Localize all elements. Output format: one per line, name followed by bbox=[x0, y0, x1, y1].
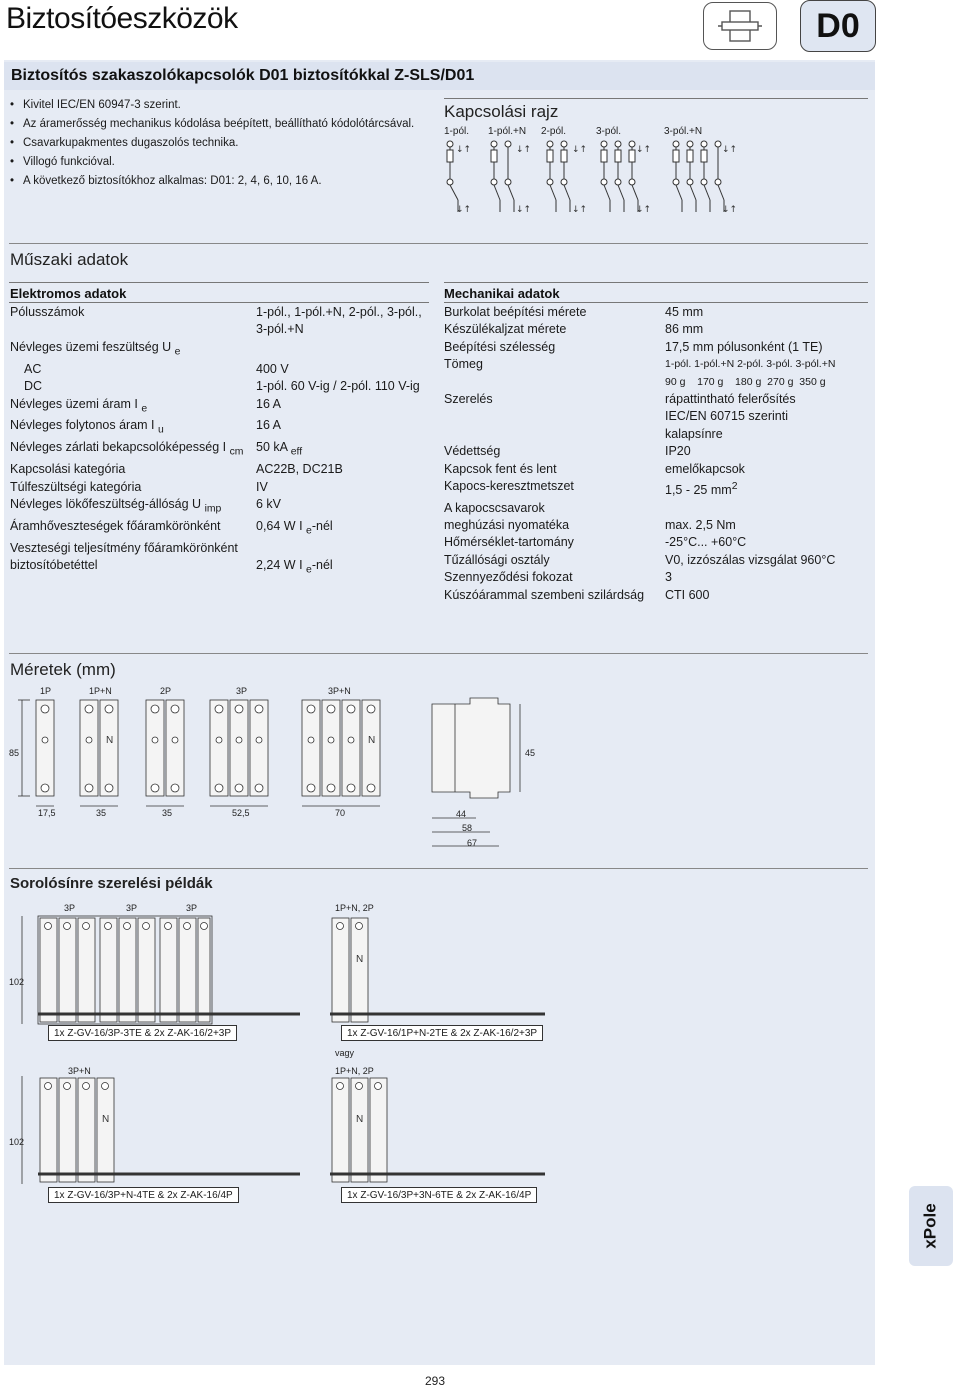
dimension-label: 35 bbox=[162, 808, 173, 818]
module-3pn bbox=[302, 700, 380, 796]
spec-value: emelőkapcsok bbox=[665, 461, 745, 476]
spec-label: A kapocscsavarok bbox=[444, 500, 545, 515]
spec-value: CTI 600 bbox=[665, 587, 710, 602]
example-label: 3P bbox=[186, 903, 198, 913]
svg-text:↓↑: ↓↑ bbox=[456, 205, 472, 215]
superscript: 2 bbox=[731, 481, 738, 493]
dimension-label: 35 bbox=[96, 808, 107, 818]
subscript: e bbox=[141, 403, 148, 415]
module-2p bbox=[146, 700, 184, 796]
spec-label: Névleges üzemi feszültség U bbox=[10, 339, 172, 354]
dimension-label: 70 bbox=[335, 808, 346, 818]
spec-value: 3-pól.+N bbox=[256, 322, 304, 337]
spec-label: Névleges zárlati bekapcsolóképesség I bbox=[10, 440, 227, 455]
dimension-label: 102 bbox=[9, 977, 25, 987]
module-1p bbox=[36, 700, 54, 796]
divider bbox=[444, 302, 868, 303]
pole-label: 3-pól. bbox=[596, 126, 622, 137]
section-title: Sorolósínre szerelési példák bbox=[10, 875, 213, 892]
spec-value: V0, izzószálas vizsgálat 960°C bbox=[665, 552, 836, 567]
spec-label: Beépítési szélesség bbox=[444, 339, 556, 354]
spec-value: 0,64 W I bbox=[256, 518, 303, 533]
spec-value: rápattintható felerősítés bbox=[665, 392, 796, 407]
subscript: imp bbox=[204, 503, 222, 515]
page-title: Biztosítóeszközök bbox=[6, 2, 238, 35]
dimension-label: 3P+N bbox=[328, 686, 351, 696]
spec-label: Tűzállósági osztály bbox=[444, 552, 550, 567]
svg-text:↓↑: ↓↑ bbox=[572, 145, 588, 155]
spec-value: 3 bbox=[665, 570, 672, 585]
spec-value: 2,24 W I bbox=[256, 558, 303, 573]
spec-label: Szennyeződési fokozat bbox=[444, 570, 573, 585]
spec-value: IV bbox=[256, 479, 268, 494]
spec-label: Szerelés bbox=[444, 392, 493, 407]
spec-label: Névleges lökőfeszültség-állóság U bbox=[10, 497, 202, 512]
svg-text:↓↑: ↓↑ bbox=[722, 145, 738, 155]
subscript: e bbox=[306, 525, 312, 537]
pole-label: 1-pól. bbox=[444, 126, 470, 137]
module-3p bbox=[210, 700, 268, 796]
divider bbox=[9, 302, 429, 303]
feature-item: • A következő biztosítókhoz alkalmas: D01: 2, 4, 6, 10, 16 A. bbox=[10, 172, 414, 191]
dimension-label: 45 bbox=[525, 748, 536, 758]
dimension-label: 2P bbox=[160, 686, 172, 696]
spec-label: Tömeg bbox=[444, 357, 483, 372]
svg-text:N: N bbox=[356, 954, 364, 965]
spec-value: 17,5 mm pólusonként (1 TE) bbox=[665, 339, 823, 354]
example-label: 1P+N, 2P bbox=[335, 903, 374, 913]
spec-label: Névleges üzemi áram I bbox=[10, 396, 138, 411]
spec-value: 6 kV bbox=[256, 497, 282, 512]
divider bbox=[444, 282, 868, 283]
svg-text:↓↑: ↓↑ bbox=[636, 145, 652, 155]
spec-value: max. 2,5 Nm bbox=[665, 518, 736, 533]
example-label: 3P bbox=[64, 903, 76, 913]
spec-label: Készülékaljzat mérete bbox=[444, 322, 567, 337]
busbar-example-3 bbox=[40, 1078, 114, 1182]
feature-item: • Az áramerősség mechanikus kódolása beépített, beállítható kódolótárcsával. bbox=[10, 115, 414, 134]
spec-label: biztosítóbetéttel bbox=[10, 558, 98, 573]
spec-label: DC bbox=[24, 379, 43, 394]
dimension-label: 3P bbox=[236, 686, 248, 696]
spec-value: 16 A bbox=[256, 396, 282, 411]
spec-value: 1-pól. 1-pól.+N 2-pól. 3-pól. 3-pól.+N bbox=[665, 358, 836, 371]
spec-label: Védettség bbox=[444, 444, 501, 459]
accessory-code: 1x Z-GV-16/1P+N-2TE & 2x Z-AK-16/2+3P bbox=[341, 1025, 543, 1041]
accessory-code: 1x Z-GV-16/3P+N-4TE & 2x Z-AK-16/4P bbox=[48, 1187, 239, 1203]
dimension-label: 52,5 bbox=[232, 808, 250, 818]
svg-text:N: N bbox=[368, 735, 376, 746]
pole-label: 1-pól.+N bbox=[488, 126, 527, 137]
divider bbox=[9, 653, 868, 654]
spec-value: kalapsínre bbox=[665, 426, 723, 441]
or-label: vagy bbox=[335, 1048, 355, 1058]
diagram-title: Kapcsolási rajz bbox=[444, 102, 559, 121]
spec-value: -25°C... +60°C bbox=[665, 535, 747, 550]
divider bbox=[444, 98, 868, 99]
busbar-example-1 bbox=[38, 916, 212, 1024]
divider bbox=[9, 282, 429, 283]
subscript: cm bbox=[229, 446, 244, 458]
spec-label: Pólusszámok bbox=[10, 305, 85, 319]
spec-value: AC22B, DC21B bbox=[256, 462, 343, 477]
spec-value: 16 A bbox=[256, 418, 282, 433]
spec-label: Kúszóárammal szembeni szilárdság bbox=[444, 587, 645, 602]
example-label: 3P bbox=[126, 903, 138, 913]
svg-text:↓↑: ↓↑ bbox=[456, 145, 472, 155]
spec-label: Veszteségi teljesítmény főáramkörönként bbox=[10, 540, 238, 555]
dimension-label: 1P+N bbox=[89, 686, 112, 696]
accessory-code: 1x Z-GV-16/3P-3TE & 2x Z-AK-16/2+3P bbox=[48, 1025, 237, 1041]
spec-label: AC bbox=[24, 361, 42, 376]
pole-label: 2-pól. bbox=[541, 126, 567, 137]
module-1pn bbox=[80, 700, 118, 796]
dimension-label: 85 bbox=[9, 748, 20, 758]
spec-label: Névleges folytonos áram I bbox=[10, 418, 155, 433]
spec-value: 50 kA bbox=[256, 440, 288, 455]
feature-item: • Csavarkupakmentes dugaszolós technika. bbox=[10, 134, 414, 153]
spec-value: 1-pól., 1-pól.+N, 2-pól., 3-pól., bbox=[256, 305, 422, 319]
busbar-example-2 bbox=[332, 918, 368, 1022]
spec-value: 1-pól. 60 V-ig / 2-pól. 110 V-ig bbox=[256, 379, 420, 394]
brand-label: xPole bbox=[921, 1203, 941, 1249]
dimension-label: 67 bbox=[467, 838, 478, 848]
svg-text:N: N bbox=[106, 735, 114, 746]
spec-label: Hőmérséklet-tartomány bbox=[444, 535, 574, 550]
dimension-label: 102 bbox=[9, 1137, 25, 1147]
spec-label: Áramhőveszteségek főáramkörönként bbox=[10, 518, 221, 533]
feature-item: • Kivitel IEC/EN 60947-3 szerint. bbox=[10, 96, 414, 115]
svg-text:↓↑: ↓↑ bbox=[516, 145, 532, 155]
dimension-drawing bbox=[0, 694, 540, 852]
mechanical-specs bbox=[444, 304, 872, 604]
feature-list bbox=[10, 96, 414, 191]
product-title: Biztosítós szakaszolókapcsolók D01 biztosítókkal Z-SLS/D01 bbox=[11, 67, 475, 84]
svg-text:↓↑: ↓↑ bbox=[722, 205, 738, 215]
spec-value: 400 V bbox=[256, 361, 289, 376]
subscript: eff bbox=[290, 446, 303, 458]
svg-text:N: N bbox=[356, 1114, 364, 1125]
feature-item: • Villogó funkcióval. bbox=[10, 153, 414, 172]
electrical-specs bbox=[10, 304, 440, 579]
section-title: Méretek (mm) bbox=[10, 660, 116, 679]
spec-value: IEC/EN 60715 szerinti bbox=[665, 409, 788, 424]
section-title: Műszaki adatok bbox=[10, 250, 129, 269]
spec-value: 90 g 170 g 180 g 270 g 350 g bbox=[665, 375, 826, 388]
electrical-heading: Elektromos adatok bbox=[10, 286, 127, 301]
spec-label: Kapocs-keresztmetszet bbox=[444, 479, 574, 494]
spec-value: IP20 bbox=[665, 444, 691, 459]
spec-value-suffix: -nél bbox=[311, 518, 333, 533]
mechanical-heading: Mechanikai adatok bbox=[444, 286, 560, 301]
divider bbox=[9, 243, 868, 244]
spec-value: 86 mm bbox=[665, 322, 704, 337]
fuse-icon bbox=[703, 2, 777, 50]
brand-tab-text bbox=[909, 1186, 953, 1266]
svg-text:↓↑: ↓↑ bbox=[636, 205, 652, 215]
section-badge: D0 bbox=[800, 0, 876, 52]
svg-text:N: N bbox=[102, 1114, 110, 1125]
spec-label: Kapcsolási kategória bbox=[10, 462, 126, 477]
spec-label: meghúzási nyomatéka bbox=[444, 518, 570, 533]
page-number: 293 bbox=[425, 1374, 446, 1388]
divider bbox=[9, 868, 868, 869]
spec-label: Kapcsok fent és lent bbox=[444, 461, 557, 476]
dimension-label: 58 bbox=[462, 823, 473, 833]
accessory-code: 1x Z-GV-16/3P+3N-6TE & 2x Z-AK-16/4P bbox=[341, 1187, 537, 1203]
spec-label: Túlfeszültségi kategória bbox=[10, 479, 142, 494]
subscript: e bbox=[174, 346, 181, 358]
example-label: 1P+N, 2P bbox=[335, 1066, 374, 1076]
mounting-drawing bbox=[0, 912, 560, 1192]
svg-text:↓↑: ↓↑ bbox=[516, 205, 532, 215]
busbar-example-4 bbox=[332, 1078, 387, 1182]
spec-label: Burkolat beépítési mérete bbox=[444, 305, 587, 319]
subscript: u bbox=[158, 424, 164, 436]
spec-value-suffix: -nél bbox=[311, 558, 333, 573]
spec-value: 45 mm bbox=[665, 305, 704, 319]
example-label: 3P+N bbox=[68, 1066, 91, 1076]
dimension-label: 1P bbox=[40, 686, 52, 696]
dimension-label: 17,5 bbox=[38, 808, 56, 818]
pole-label: 3-pól.+N bbox=[664, 126, 703, 137]
circuit-diagram bbox=[440, 138, 740, 218]
spec-value: 1,5 - 25 mm bbox=[665, 483, 732, 498]
subscript: e bbox=[306, 564, 312, 576]
dimension-label: 44 bbox=[456, 809, 467, 819]
svg-text:↓↑: ↓↑ bbox=[572, 205, 588, 215]
